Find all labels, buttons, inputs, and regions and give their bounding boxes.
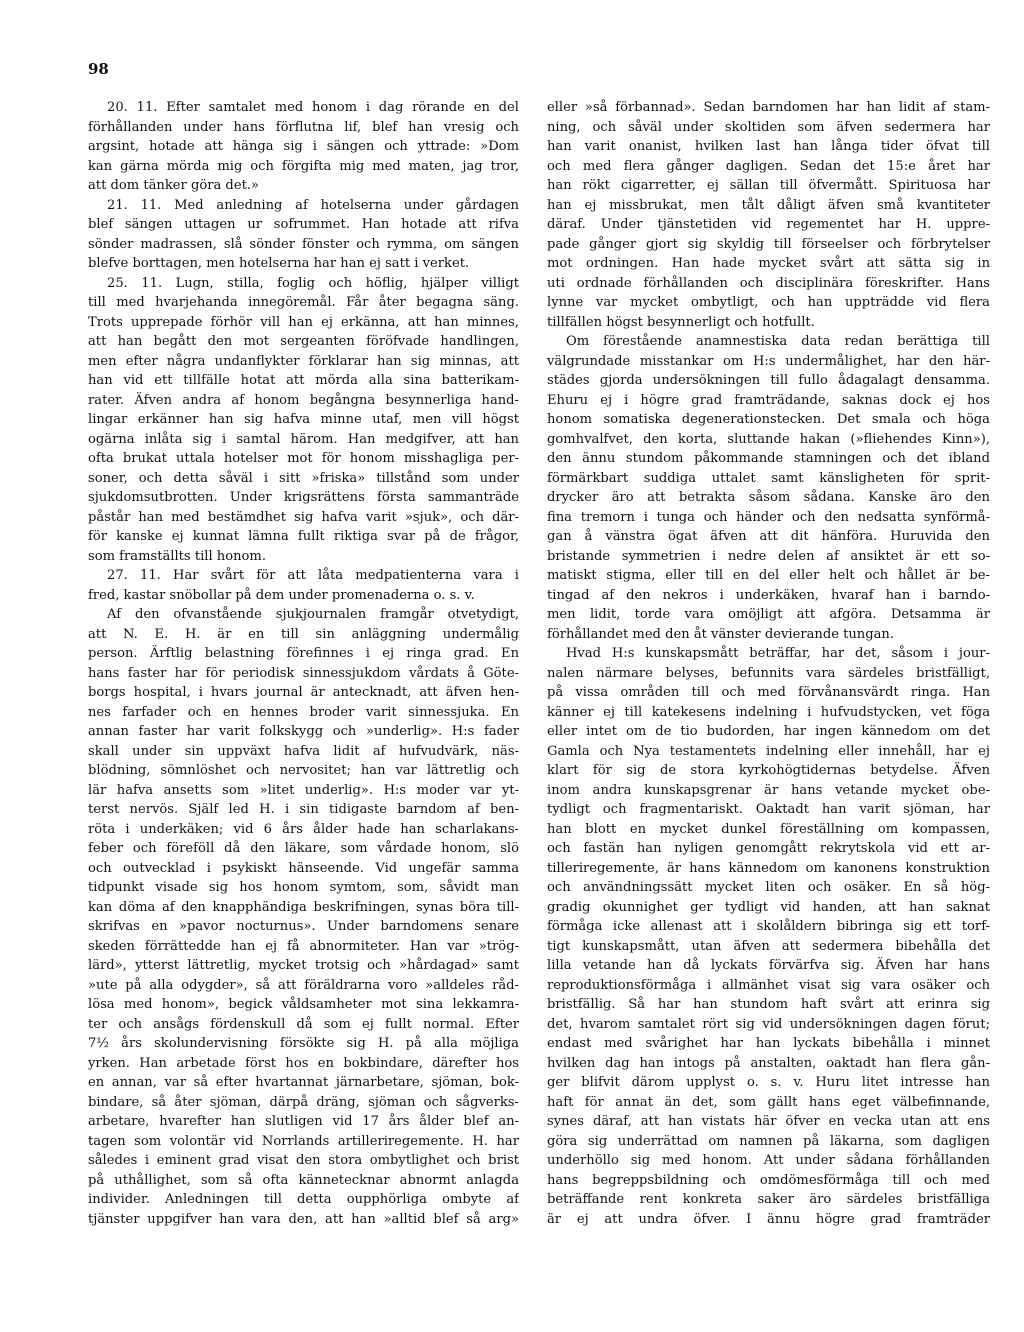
text-line: den ännu stundom påkommande stamningen och det ibland bbox=[547, 451, 990, 466]
text-line: ning, och såväl under skoltiden som äfven sedermera har bbox=[547, 119, 990, 135]
text-line: lingar erkänner han sig hafva minne utaf, men vill högst bbox=[88, 412, 519, 427]
text-line: han blott en mycket dunkel föreställning om kompassen, bbox=[547, 821, 990, 837]
text-line: tillfällen högst besynnerligt och hotfullt. bbox=[547, 314, 815, 330]
text-line: men lidit, torde vara omöjligt att afgöra. Detsamma är bbox=[547, 607, 990, 622]
text-line: argsint, hotade att hänga sig i sängen och yttrade: »Dom bbox=[88, 139, 519, 154]
text-line: hans faster har för periodisk sinnessjukdom vårdats å Göte- bbox=[88, 665, 519, 681]
text-line: Gamla och Nya testamentets indelning eller innehåll, har ej bbox=[547, 743, 990, 759]
text-line: hans begreppsbildning och omdömesförmåga till och med bbox=[547, 1172, 990, 1188]
text-line: yrken. Han arbetade först hos en bokbindare, därefter hos bbox=[88, 1055, 519, 1071]
text-line: hvilken dag han intogs på anstalten, oaktadt han flera gån- bbox=[547, 1055, 990, 1071]
text-line: feber och föreföll då den läkare, som vårdade honom, slö bbox=[88, 841, 519, 856]
text-line: beträffande rent konkreta saker äro särdeles bristfälliga bbox=[547, 1192, 990, 1207]
text-line: att han begått den mot sergeanten föröfvade handlingen, bbox=[88, 334, 519, 349]
text-line: förmåga icke allenast att i skolåldern bibringa sig ett torf- bbox=[547, 919, 990, 934]
text-line: skrifvas en »pavor nocturnus». Under barndomens senare bbox=[88, 919, 519, 934]
text-line: soner, och detta såväl i sitt »friska» tillstånd som under bbox=[88, 470, 519, 486]
text-line: haft för annat än det, som gällt hans eget välbefinnande, bbox=[547, 1094, 990, 1110]
text-line: »ute på alla odygder», så att föräldrarna voro »alldeles råd- bbox=[88, 977, 519, 993]
text-line: rater. Äfven andra af honom begångna besynnerliga hand- bbox=[88, 392, 519, 408]
text-line: välgrundade misstankar om H:s undermålighet, har den här- bbox=[547, 353, 990, 369]
text-line: och användningssätt mycket liten och osäker. En så hög- bbox=[547, 880, 990, 895]
text-line: 20. 11. Efter samtalet med honom i dag rörande en del bbox=[107, 100, 519, 115]
text-line: bindare, så åter sjöman, därpå dräng, sjöman och sågverks- bbox=[88, 1094, 519, 1110]
text-line: nalen närmare belyses, befunnits vara särdeles bristfälligt, bbox=[547, 665, 990, 681]
text-line: skall under sin uppväxt hafva lidit af hufvudvärk, näs- bbox=[88, 743, 519, 759]
text-line: blefve borttagen, men hotelserna har han ej satt i verket. bbox=[88, 256, 470, 271]
text-line: påstår han med bestämdhet sig hafva varit »sjuk», och där- bbox=[88, 509, 519, 525]
text-line: 27. 11. Har svårt för att låta medpatienterna vara i bbox=[107, 568, 519, 583]
text-line: ter och ansågs fördenskull då som ej fullt normal. Efter bbox=[88, 1016, 519, 1032]
text-line: blef sängen uttagen ur sofrummet. Han hotade att rifva bbox=[88, 217, 519, 232]
text-line: förmärkbart suddiga uttalet samt känsligheten för sprit- bbox=[547, 470, 990, 486]
text-line: tilleriregemente, är hans kännedom om kanonens konstruktion bbox=[547, 860, 990, 876]
text-line: han rökt cigarretter, ej sällan till öfvermått. Spirituosa har bbox=[547, 178, 990, 193]
text-line: på uthållighet, som så ofta kännetecknar abnormt anlagda bbox=[88, 1172, 519, 1188]
text-line: tingad af den nekros i underkäken, hvaraf han i barndo- bbox=[547, 587, 990, 603]
text-line: underhöllo sig med honom. Att under sådana förhållanden bbox=[547, 1153, 990, 1168]
text-line: förhållandet med den åt vänster devierande tungan. bbox=[547, 626, 895, 642]
text-line: således i eminent grad visat den stora ombytlighet och brist bbox=[88, 1153, 519, 1168]
text-line: individer. Anledningen till detta oupphörliga ombyte af bbox=[88, 1192, 519, 1207]
right-column bbox=[547, 98, 990, 1229]
text-line: han vid ett tillfälle hotat att mörda alla sina batterikam- bbox=[88, 373, 519, 388]
text-line: lösa med honom», begick våldsamheter mot sina lekkamra- bbox=[88, 997, 519, 1012]
text-line: bristfällig. Så har han stundom haft svårt att erinra sig bbox=[547, 997, 990, 1012]
text-line: tigt kunskapsmått, utan äfven att sedermera bibehålla det bbox=[547, 938, 990, 954]
text-line: är ej att undra öfver. I ännu högre grad framträder bbox=[547, 1211, 990, 1227]
text-line: 21. 11. Med anledning af hotelserna under gårdagen bbox=[107, 197, 519, 213]
text-line: sönder madrassen, slå sönder fönster och rymma, om sängen bbox=[88, 236, 519, 252]
text-line: Af den ofvanstående sjukjournalen framgår otvetydigt, bbox=[107, 607, 519, 622]
text-line: det, hvarom samtalet rört sig vid undersökningen dagen förut; bbox=[547, 1016, 990, 1032]
text-line: klart för sig de stora kyrkohögtidernas betydelse. Äfven bbox=[547, 763, 990, 778]
text-line: annan faster har varit folkskygg och »underlig». H:s fader bbox=[88, 724, 519, 739]
text-line: som framställts till honom. bbox=[88, 548, 267, 564]
text-line: en annan, var så efter hvartannat järnarbetare, sjöman, bok- bbox=[88, 1075, 519, 1090]
text-line: reproduktionsförmåga i allmänhet visat sig vara osäker och bbox=[547, 977, 990, 993]
text-line: tagen som volontär vid Norrlands artilleriregemente. H. har bbox=[88, 1133, 519, 1149]
text-line: röta i underkäken; vid 6 års ålder hade han scharlakans- bbox=[88, 821, 519, 837]
text-line: inom andra kunskapsgrenar är hans vetande mycket obe- bbox=[547, 782, 990, 798]
text-line: sjukdomsutbrotten. Under krigsrättens första sammanträde bbox=[88, 490, 519, 505]
text-line: och med flera gånger dagligen. Sedan det 15:e året har bbox=[547, 158, 990, 174]
text-line: att dom tänker göra det.» bbox=[88, 178, 259, 193]
text-line: eller intet om de tio budorden, har ingen kännedom om det bbox=[547, 724, 990, 739]
text-line: känner ej till katekesens indelning i hufvudstycken, vet föga bbox=[547, 704, 990, 720]
text-line: tydligt och fragmentariskt. Oaktadt han varit sjöman, har bbox=[547, 802, 990, 817]
text-line: på vissa områden till och med förvånansvärdt ringa. Han bbox=[547, 685, 990, 700]
text-line: tjänster uppgifver han vara den, att han »alltid blef så arg» bbox=[88, 1211, 519, 1227]
text-line: han varit onanist, hvilken last han långa tider öfvat till bbox=[547, 139, 990, 154]
text-line: drycker äro att betrakta såsom sådana. Kanske äro den bbox=[547, 490, 990, 505]
text-line: och fastän han nyligen genomgått rekrytskola vid ett ar- bbox=[547, 841, 990, 856]
text-line: att N. E. H. är en till sin anläggning undermålig bbox=[88, 626, 519, 642]
text-line: däraf. Under tjänstetiden vid regementet har H. uppre- bbox=[547, 217, 990, 232]
text-line: Ehuru ej i högre grad framträdande, saknas dock ej hos bbox=[547, 392, 990, 408]
text-line: eller »så förbannad». Sedan barndomen har han lidit af stam- bbox=[547, 100, 990, 115]
left-column bbox=[88, 98, 519, 1229]
text-line: för kanske ej kunnat lämna fullt riktiga svar på de frågor, bbox=[88, 529, 519, 544]
text-line: ger blifvit därom upplyst o. s. v. Huru litet intresse han bbox=[547, 1075, 990, 1090]
text-line: förhållanden under hans förflutna lif, blef han vresig och bbox=[88, 119, 519, 135]
text-line: kan gärna mörda mig och förgifta mig med maten, jag tror, bbox=[88, 158, 519, 174]
text-line: terst nervös. Själf led H. i sin tidigaste barndom af ben- bbox=[88, 802, 519, 817]
text-line: ogärna inlåta sig i samtal härom. Han medgifver, att han bbox=[88, 431, 519, 447]
text-line: lynne var mycket ombytligt, och han uppträdde vid flera bbox=[547, 295, 990, 310]
text-line: lär hafva ansetts som »litet underlig». H:s moder var yt- bbox=[88, 782, 519, 798]
text-line: nes farfader och en hennes broder varit sinnessjuka. En bbox=[88, 704, 519, 720]
text-line: och outvecklad i psykiskt hänseende. Vid ungefär samma bbox=[88, 860, 519, 876]
text-line: städes gjorda undersökningen till fullo ådagalagt densamma. bbox=[547, 373, 990, 388]
text-line: gradig okunnighet ger tydligt vid handen, att han saknat bbox=[547, 899, 990, 915]
text-line: person. Ärftlig belastning förefinnes i ej ringa grad. En bbox=[88, 646, 519, 661]
page-number: 98 bbox=[88, 60, 109, 78]
text-line: han ej missbrukat, men tålt dåligt äfven små kvantiteter bbox=[547, 197, 990, 213]
text-line: fina tremorn i tunga och händer och den nedsatta synförmå- bbox=[547, 509, 990, 525]
text-line: mot ordningen. Han hade mycket svårt att sätta sig in bbox=[547, 256, 990, 271]
text-line: blödning, sömnlöshet och nervositet; han var lättretlig och bbox=[88, 763, 519, 778]
text-line: tidpunkt visade sig hos honom symtom, som, såvidt man bbox=[88, 880, 519, 895]
text-line: men efter några undanflykter förklarar han sig minnas, att bbox=[88, 353, 519, 369]
text-line: lilla vetande han då lyckats förvärfva sig. Äfven har hans bbox=[547, 958, 990, 973]
text-line: borgs hospital, i hvars journal är antecknadt, att äfven hen- bbox=[88, 685, 519, 700]
text-line: gomhvalfvet, den korta, sluttande hakan (»fliehendes Kinn»), bbox=[547, 431, 990, 447]
text-line: 25. 11. Lugn, stilla, foglig och höflig, hjälper villigt bbox=[107, 275, 519, 291]
text-line: pade gånger gjort sig skyldig till förseelser och förbrytelser bbox=[547, 236, 990, 252]
text-line: lärd», ytterst lättretlig, mycket trotsig och »hårdagad» samt bbox=[88, 958, 519, 973]
text-line: fred, kastar snöbollar på dem under promenaderna o. s. v. bbox=[88, 587, 475, 603]
text-line: uti ordnade förhållanden och disciplinära föreskrifter. Hans bbox=[547, 275, 990, 291]
text-line: bristande symmetrien i nedre delen af ansiktet är ett so- bbox=[547, 548, 990, 564]
text-line: honom somatiska degenerationstecken. Det smala och höga bbox=[547, 412, 990, 427]
text-line: till med hvarjehanda innegöremål. Får åter begagna säng. bbox=[88, 295, 519, 310]
text-line: skeden förrättedde han ej få abnormiteter. Han var »trög- bbox=[88, 938, 519, 954]
text-line: matiskt stigma, eller till en del eller helt och hållet är be- bbox=[547, 568, 990, 583]
text-line: gan å vänstra ögat äfven att dit hänföra. Huruvida den bbox=[547, 529, 990, 544]
text-line: ofta brukat uttala hotelser mot för honom misshagliga per- bbox=[88, 451, 519, 466]
text-line: synes däraf, att han vistats här öfver en vecka utan att ens bbox=[547, 1114, 990, 1129]
text-line: Trots upprepade förhör vill han ej erkänna, att han minnes, bbox=[88, 314, 519, 330]
text-line: kan döma af den knapphändiga beskrifningen, synas böra till- bbox=[88, 899, 519, 915]
text-line: Hvad H:s kunskapsmått beträffar, har det, såsom i jour- bbox=[566, 646, 990, 661]
text-line: endast med svårighet har han lyckats bibehålla i minnet bbox=[547, 1036, 990, 1051]
text-line: arbetare, hvarefter han slutligen vid 17 års ålder blef an- bbox=[88, 1114, 519, 1129]
text-line: göra sig underrättad om namnen på läkarna, som dagligen bbox=[547, 1133, 990, 1149]
text-line: 7½ års skolundervisning försökte sig H. på alla möjliga bbox=[88, 1036, 519, 1051]
text-line: Om förestående anamnestiska data redan berättiga till bbox=[566, 334, 990, 349]
